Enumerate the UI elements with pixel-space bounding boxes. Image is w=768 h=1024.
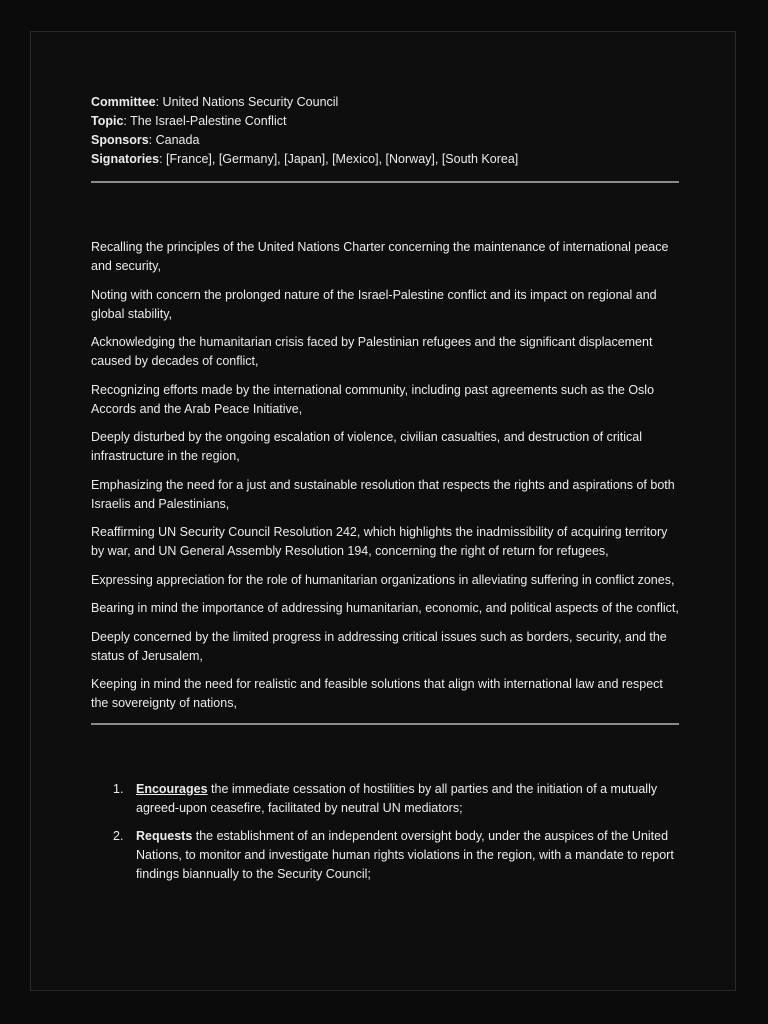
clause-text: the establishment of an independent oversight body, under the auspices of the United Nations, to monitor and investigate human rights violations in the region, with a mandate to report findings biannually to the Security Council; xyxy=(136,829,674,881)
preamble-clause: Keeping in mind the need for realistic and feasible solutions that align with international law and respect the sovereignty of nations, xyxy=(91,677,663,710)
preamble-clause: Recognizing efforts made by the international community, including past agreements such as the Oslo Accords and the Arab Peace Initiative, xyxy=(91,382,655,416)
preamble-clause: Emphasizing the need for a just and sustainable resolution that respects the rights and aspirations of both Israelis and Palestinians, xyxy=(91,477,675,511)
clause-text: the immediate cessation of hostilities by all parties and the initiation of a mutually agreed-upon ceasefire, facilitated by neutral UN mediators; xyxy=(136,781,658,815)
clause-number: 2. xyxy=(113,829,124,843)
preamble-clause: Expressing appreciation for the role of humanitarian organizations in alleviating suffering in conflict zones, xyxy=(91,572,675,587)
preamble-divider xyxy=(91,723,679,725)
signatories-value: [France], [Germany], [Japan], [Mexico], [Norway], [South Korea] xyxy=(166,152,519,166)
clause-verb: Encourages xyxy=(136,781,208,796)
committee-line: Committee: United Nations Security Council xyxy=(91,95,339,109)
preamble-clause: Bearing in mind the importance of addressing humanitarian, economic, and political aspects of the conflict, xyxy=(91,601,679,615)
topic-line: Topic: The Israel-Palestine Conflict xyxy=(91,114,287,128)
preamble-clause: Acknowledging the humanitarian crisis faced by Palestinian refugees and the significant displacement caused by decades of conflict, xyxy=(91,335,653,368)
sponsors-line: Sponsors: Canada xyxy=(91,133,200,147)
topic-label: Topic xyxy=(91,114,124,128)
operative-clause-1 xyxy=(91,780,681,818)
document-content xyxy=(91,93,681,894)
signatories-line: Signatories: [France], [Germany], [Japan], [Mexico], [Norway], [South Korea] xyxy=(91,152,519,166)
resolution-header xyxy=(91,93,681,169)
clause-verb: Requests xyxy=(136,829,193,843)
sponsors-label: Sponsors xyxy=(91,133,149,147)
preamble-clause: Deeply disturbed by the ongoing escalation of violence, civilian casualties, and destruction of critical infrastructure in the region, xyxy=(91,430,643,463)
operative-clause-2 xyxy=(91,827,681,884)
committee-value: United Nations Security Council xyxy=(162,95,339,109)
document-page xyxy=(30,31,736,991)
preamble-clause: Recalling the principles of the United Nations Charter concerning the maintenance of international peace and security, xyxy=(91,240,669,273)
clause-number: 1. xyxy=(113,781,124,796)
header-divider xyxy=(91,181,679,183)
signatories-label: Signatories xyxy=(91,152,160,166)
preamble-clause: Deeply concerned by the limited progress in addressing critical issues such as borders, security, and the status of Jerusalem, xyxy=(91,629,667,663)
committee-label: Committee xyxy=(91,95,156,109)
operative-clauses xyxy=(91,780,681,885)
sponsors-value: Canada xyxy=(155,133,200,147)
topic-value: The Israel-Palestine Conflict xyxy=(130,114,287,128)
preambulatory-clauses xyxy=(91,238,681,713)
preamble-clause: Noting with concern the prolonged nature of the Israel-Palestine conflict and its impact on regional and global stability, xyxy=(91,287,657,321)
preamble-clause: Reaffirming UN Security Council Resolution 242, which highlights the inadmissibility of acquiring territory by war, and UN General Assembly Resolution 194, concerning the right of return for refugees, xyxy=(91,525,668,558)
